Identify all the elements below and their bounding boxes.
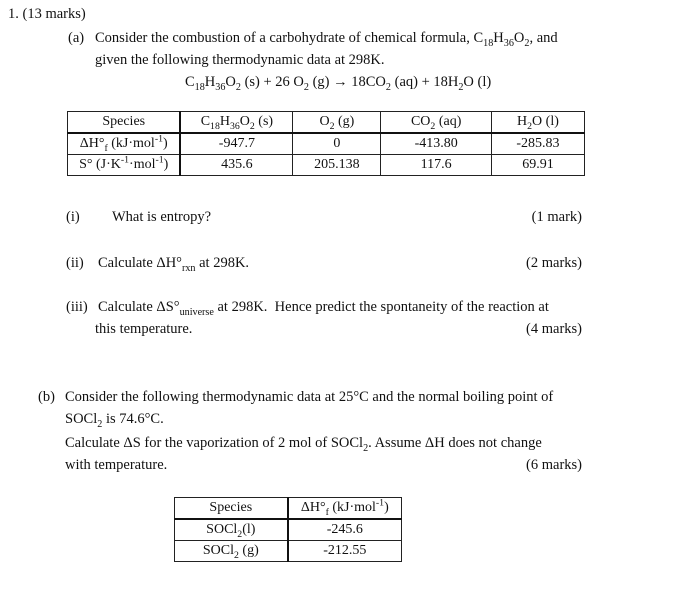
table-cell: 69.91 [491,155,584,176]
table-cell: -285.83 [491,133,584,155]
table-header-cell: $CO_2$ (aq) [381,112,491,134]
question-header [8,6,86,23]
table-header-cell: $H_2O$ (l) [491,112,584,134]
q3-line2: this temperature. [95,321,193,337]
thermo-data-table [67,111,585,176]
table-header-cell: $\Delta H^\circ_f$ (kJ·mol$^{-1}$) [288,498,402,520]
table-cell: -245.6 [288,519,402,541]
table-header-row [175,498,402,520]
question-marks: (13 marks) [22,6,86,22]
q2-marks: (2 marks) [526,255,582,271]
part-b-line2: SOCl$_2$ is 74.6°C. [65,411,164,430]
part-a-label: (a) [68,30,85,46]
table-cell: $\Delta H^\circ_f$ (kJ·mol$^{-1}$) [68,133,181,155]
table-row [175,519,402,541]
table-cell: S° $(J\cdot K^{-1}\cdot mol^{-1})$ [68,155,181,176]
socl2-data-table [174,497,402,562]
table-row [175,541,402,562]
q2-text: Calculate $\Delta H^\circ_{rxn}$ at 298K. [98,255,250,274]
table-header-cell: $C_{18}H_{36}O_2$ (s) [180,112,292,134]
table-cell: 205.138 [293,155,381,176]
table-header-cell: Species [68,112,181,134]
q2-number: (ii) [66,255,84,271]
table-cell: -947.7 [180,133,292,155]
reaction-equation: $C_{18}H_{36}O_2$ (s) + 26 $O_2$ $(g) \to 18CO_2$ $(aq) + 18H_2O$ (l) [185,74,492,93]
part-b-line4: with temperature. [65,457,168,473]
part-b-line1: Consider the following thermodynamic data at 25°C and the normal boiling point of [65,389,554,405]
q1-number: (i) [66,209,80,225]
part-a-intro-line2: given the following thermodynamic data at 298K. [95,52,385,68]
table-header-cell: Species [175,498,288,520]
part-b-line3: Calculate ΔS for the vaporization of 2 mol of SOCl$_2$. Assume ΔH does not change [65,435,542,454]
question-number: 1. [8,6,19,22]
q1-text: What is entropy? [112,209,212,225]
table-cell: -413.80 [381,133,491,155]
part-b-marks: (6 marks) [526,457,582,473]
q3-number: (iii) [66,299,88,315]
table-cell: 117.6 [381,155,491,176]
q1-marks: (1 mark) [531,209,582,225]
table-row [68,155,585,176]
table-header-row [68,112,585,134]
table-cell: SOCl$_2$(l) [175,519,288,541]
table-cell: -212.55 [288,541,402,562]
part-a-intro-line1: Consider the combustion of a carbohydrate of chemical formula, $C_{18}H_{36}O_2$, and [95,30,558,49]
q3-line1: Calculate $\Delta S^\circ_{universe}$ at 298K. Hence predict the spontaneity of the reaction at [98,299,549,318]
table-row [68,133,585,155]
q3-marks: (4 marks) [526,321,582,337]
table-cell: 0 [293,133,381,155]
table-cell: SOCl$_2$ (g) [175,541,288,562]
part-b-label: (b) [38,389,55,405]
table-header-cell: $O_2$ (g) [293,112,381,134]
table-cell: 435.6 [180,155,292,176]
